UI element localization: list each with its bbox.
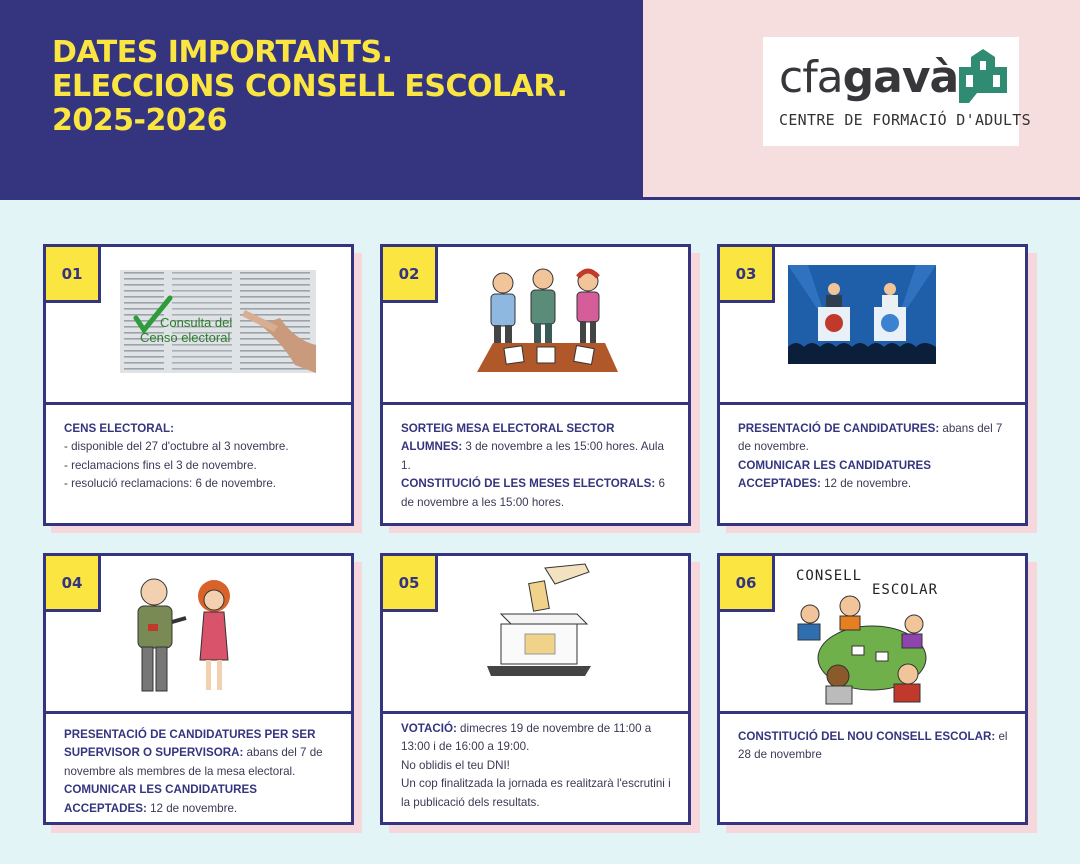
card-line: PRESENTACIÓ DE CANDIDATURES: abans del 7 de novembre. xyxy=(738,422,1003,454)
card-text xyxy=(738,728,1013,765)
card-number: 01 xyxy=(46,247,101,303)
card-illustration-area xyxy=(46,247,351,405)
card-04 xyxy=(43,553,354,825)
card-05 xyxy=(380,553,691,825)
card-line: SORTEIG MESA ELECTORAL SECTOR ALUMNES: 3 de novembre a les 15:00 hores. Aula 1. xyxy=(401,422,664,472)
card-illustration-area xyxy=(46,556,351,714)
page-title xyxy=(52,36,567,138)
logo-prefix: cfa xyxy=(779,52,843,103)
electoral-table-illustration xyxy=(475,267,620,375)
card-line: - resolució reclamacions: 6 de novembre. xyxy=(64,477,277,491)
ballot-box-illustration xyxy=(485,562,597,680)
card-text xyxy=(738,420,1013,494)
title-line-1: DATES IMPORTANTS. xyxy=(52,35,393,70)
card-illustration-area xyxy=(383,556,688,714)
school-council-illustration xyxy=(790,562,960,707)
census-caption-2: Censo electoral xyxy=(140,330,231,345)
card-line: CONSTITUCIÓ DE LES MESES ELECTORALS: 6 de novembre a les 15:00 hores. xyxy=(401,477,665,509)
supervisors-illustration xyxy=(126,574,241,696)
card-line: COMUNICAR LES CANDIDATURES ACCEPTADES: 12 de novembre. xyxy=(64,783,258,815)
card-06 xyxy=(717,553,1028,825)
logo-subtitle: CENTRE DE FORMACIÓ D'ADULTS xyxy=(779,111,1031,129)
card-number: 06 xyxy=(720,556,775,612)
building-icon xyxy=(957,45,1009,105)
electoral-census-photo xyxy=(120,270,316,373)
council-caption-2: ESCOLAR xyxy=(872,582,939,598)
card-01 xyxy=(43,244,354,526)
logo-name: gavà xyxy=(842,52,959,103)
card-number: 04 xyxy=(46,556,101,612)
card-line: CENS ELECTORAL: xyxy=(64,422,174,435)
title-line-3: 2025-2026 xyxy=(52,103,227,138)
title-line-2: ELECCIONS CONSELL ESCOLAR. xyxy=(52,69,568,104)
card-number: 02 xyxy=(383,247,438,303)
card-text xyxy=(64,726,339,818)
debate-stage-illustration xyxy=(788,265,936,364)
card-text xyxy=(401,420,676,512)
card-line: - disponible del 27 d'octubre al 3 novembre. xyxy=(64,440,289,454)
card-line: No oblidis el teu DNI! xyxy=(401,758,510,772)
card-03 xyxy=(717,244,1028,526)
card-illustration-area xyxy=(720,556,1025,714)
card-number: 05 xyxy=(383,556,438,612)
logo-wordmark xyxy=(779,53,958,103)
card-number: 03 xyxy=(720,247,775,303)
card-illustration-area xyxy=(720,247,1025,405)
card-line: Un cop finalitzada la jornada es realitzarà l'escrutini i la publicació dels resultats. xyxy=(401,777,671,809)
cfa-gava-logo xyxy=(763,37,1031,146)
card-line: COMUNICAR LES CANDIDATURES ACCEPTADES: 12 de novembre. xyxy=(738,458,932,491)
header-divider xyxy=(0,197,1080,200)
card-line: PRESENTACIÓ DE CANDIDATURES PER SER SUPERVISOR O SUPERVISORA: abans del 7 de novembre als membres de la mesa electoral. xyxy=(64,728,323,778)
card-text xyxy=(401,720,676,812)
card-line: CONSTITUCIÓ DEL NOU CONSELL ESCOLAR: el 28 de novembre xyxy=(738,730,1008,762)
council-caption-1: CONSELL xyxy=(796,568,863,584)
card-text xyxy=(64,420,339,494)
card-line: VOTACIÓ: dimecres 19 de novembre de 11:00 a 13:00 i de 16:00 a 19:00. xyxy=(401,722,652,754)
card-illustration-area xyxy=(383,247,688,405)
card-line: - reclamacions fins el 3 de novembre. xyxy=(64,458,257,472)
card-02 xyxy=(380,244,691,526)
census-caption-1: Consulta del xyxy=(160,315,233,330)
